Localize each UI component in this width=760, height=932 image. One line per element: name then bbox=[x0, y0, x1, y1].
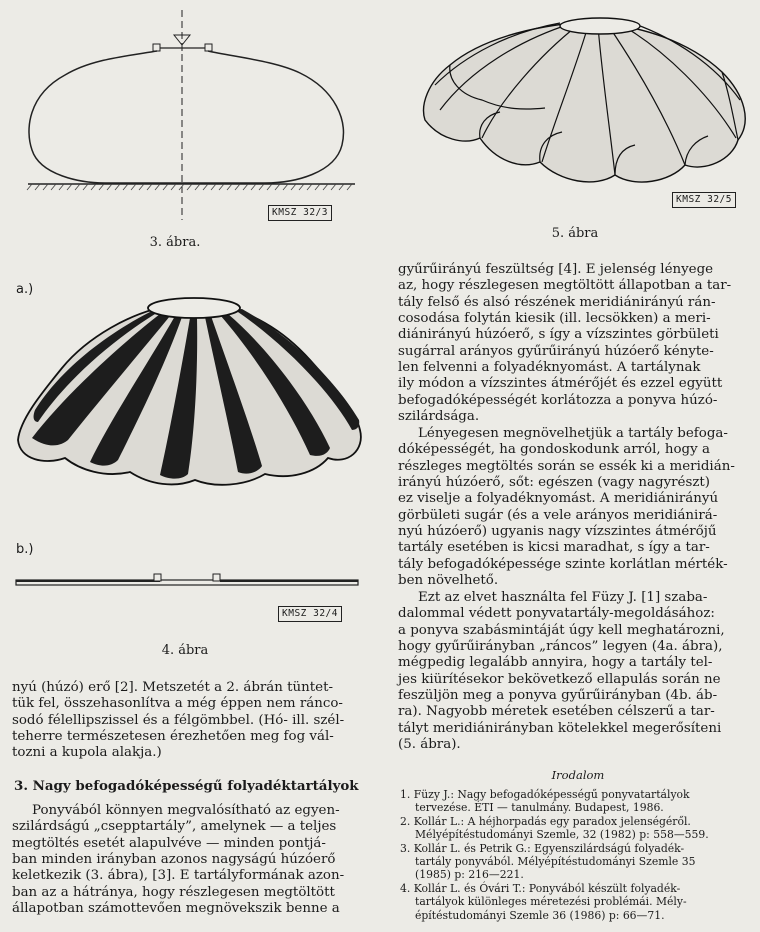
figure-4b-label: b.) bbox=[16, 542, 34, 557]
reference-4-line-3: építéstudományi Szemle 36 (1986) p: 66—71. bbox=[415, 908, 665, 922]
right-paragraph-3: Ezt az elvet használta fel Füzy J. [1] szaba- dalommal védett ponyvatartály-megoldásához: a ponyva szabásmintáját úgy kell meghatározni, hogy gyűrűirányban „ráncos” legyen (4a. ábra), mégpedig legalább annyira, hogy a tartály tel- jes kiürítésekor bekövetkező ellapulás során ne feszüljön meg a ponyva gyűrűirányban (4b. áb- ra). Nagyobb méretek esetében célszerű a tar- tályt meridiánirányban kötelekkel megerősíteni (5. ábra). bbox=[398, 590, 725, 753]
figure-4a-label: a.) bbox=[16, 282, 34, 297]
figure-5-reinforced-tank bbox=[410, 10, 755, 195]
figure-3-drop-tank-section bbox=[10, 5, 380, 225]
figure-4-code: KMSZ 32/4 bbox=[278, 606, 342, 622]
right-paragraph-2: Lényegesen megnövelhetjük a tartály befoga- dóképességét, ha gondoskodunk arról, hogy a részleges megtöltés során se essék ki a meridián- irányú húzóerő, sőt: egészen (vagy nagyrészt) ez viselje a folyadéknyomást. A meridiánirányú görbületi sugár (és a vele arányos meridiánirá- nyú húzóerő) ugyanis nagy vízszintes átmérőjű tartály esetében is kicsi maradhat, s így a tar- tály befogadóképessége szinte korlátlan mérték- ben növelhető. bbox=[398, 426, 735, 589]
figure-4a-pleated-tank bbox=[10, 290, 370, 490]
reference-1-line-2: tervezése. ÉTI — tanulmány. Budapest, 1986. bbox=[415, 801, 664, 815]
reference-4-line-1: 4. Kollár L. és Óvári T.: Ponyvából készült folyadék- bbox=[400, 881, 681, 895]
figure-4b-flattened-tank bbox=[10, 568, 370, 598]
reference-2-line-2: Mélyépítéstudományi Szemle, 32 (1982) p: 558—559. bbox=[415, 828, 709, 842]
reference-3-line-1: 3. Kollár L. és Petrik G.: Egyenszilárdságú folyadék- bbox=[400, 841, 685, 855]
figure-5-code: KMSZ 32/5 bbox=[672, 192, 736, 208]
reference-3-line-2: tartály ponyvából. Mélyépítéstudományi Szemle 35 bbox=[415, 855, 696, 869]
references-title: Irodalom bbox=[551, 768, 605, 782]
section-heading: 3. Nagy befogadóképességű folyadéktartályok bbox=[14, 778, 359, 794]
figure-3-code: KMSZ 32/3 bbox=[268, 205, 332, 221]
figure-3-caption: 3. ábra. bbox=[149, 235, 201, 250]
figure-5-caption: 5. ábra bbox=[551, 226, 599, 241]
reference-3-line-3: (1985) p: 216—221. bbox=[415, 868, 524, 882]
reference-4-line-2: tartályok különleges méretezési problémái. Mély- bbox=[415, 895, 687, 909]
right-paragraph-1: gyűrűirányú feszültség [4]. E jelenség lényege az, hogy részlegesen megtöltött állapotban a tar- tály felső és alsó részének meridiánirányú rán- cosodása folytán kiesik (ill. lecsökken) a meri- diánirányú húzóerő, s így a vízszintes görbületi sugárral arányos gyűrűirányú húzóerő kényte- len felvenni a folyadéknyomást. A tartálynak ily módon a vízszintes átmérőjét és ezzel együtt befogadóképességét korlátozza a ponyva húzó- szilárdsága. bbox=[398, 262, 732, 425]
left-paragraph-1: nyú (húzó) erő [2]. Metszetét a 2. ábrán tüntet- tük fel, összehasonlítva a még éppen nem ránco- sodó félellipszissel és a félgömbbel. (Hó- ill. szél- teherre természetesen érezhetően meg fog vál- tozni a kupola alakja.) bbox=[12, 680, 345, 761]
figure-4-caption: 4. ábra bbox=[161, 643, 209, 658]
left-paragraph-2: Ponyvából könnyen megvalósítható az egyen- szilárdságú „csepptartály”, amelynek — a teljes megtöltés esetét alapulvéve — minden pontjá- ban minden irányban azonos nagyságú húzóerő keletkezik (3. ábra), [3]. E tartályformának azon- ban az a hátránya, hogy részlegesen megtöltött állapotban számottevően megnövekszik benne a bbox=[12, 803, 345, 917]
references-list bbox=[400, 788, 756, 922]
reference-2-line-1: 2. Kollár L.: A héjhorpadás egy paradox jelenségéről. bbox=[400, 814, 691, 828]
reference-1-line-1: 1. Füzy J.: Nagy befogadóképességű ponyvatartályok bbox=[400, 788, 690, 801]
